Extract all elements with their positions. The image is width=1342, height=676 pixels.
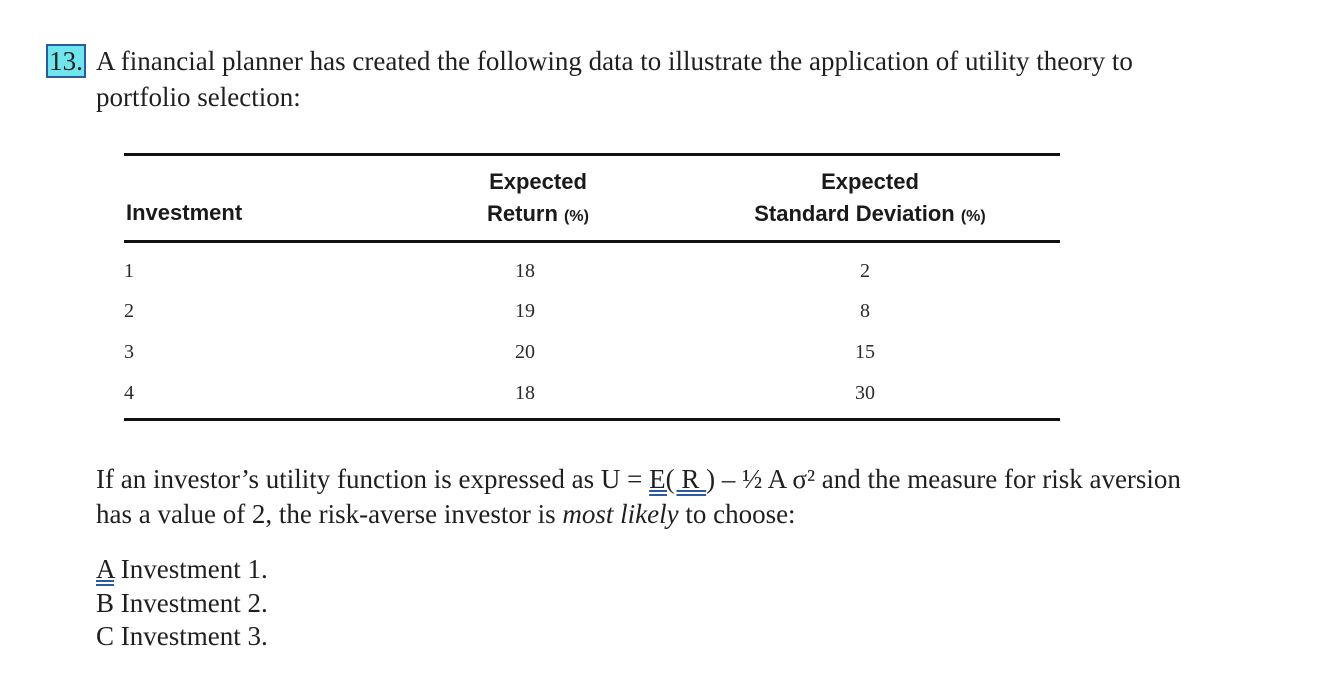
option-c[interactable]: [96, 619, 268, 653]
header-return-main: Return: [487, 201, 565, 226]
header-return-line1: Expected: [489, 169, 587, 194]
prompt-text: has a value of 2, the risk-averse investor is: [96, 499, 563, 529]
cell-std-dev: 15: [855, 341, 875, 363]
header-stddev-main: Standard Deviation: [754, 201, 961, 226]
option-text: Investment 2.: [114, 588, 268, 618]
option-letter: A: [96, 554, 115, 584]
cell-std-dev: 2: [860, 260, 870, 282]
header-stddev-unit: (%): [960, 208, 986, 225]
header-stddev-line1: Expected: [821, 169, 919, 194]
option-letter: B: [96, 588, 115, 618]
header-stddev-line2: [700, 198, 1040, 233]
question-prompt-line1: [96, 462, 1181, 496]
option-text: Investment 3.: [114, 621, 268, 651]
prompt-text: If an investor’s utility function is expressed as U =: [96, 464, 650, 494]
cell-investment: 4: [124, 382, 134, 404]
option-b[interactable]: [96, 586, 268, 620]
header-return-unit: (%): [564, 208, 589, 225]
question-prompt-line2: [96, 497, 796, 531]
header-expected-std-dev: [700, 166, 1040, 233]
header-investment: Investment: [126, 200, 243, 225]
prompt-text: ) – ½ A σ² and the measure for risk aversion: [706, 464, 1181, 494]
table-header-rule: [124, 240, 1060, 243]
cell-investment: 2: [124, 300, 134, 322]
question-number: 13.: [46, 44, 86, 78]
option-letter: C: [96, 621, 115, 651]
cell-expected-return: 20: [515, 341, 535, 363]
question-stem-line2: portfolio selection:: [96, 82, 301, 112]
cell-std-dev: 30: [855, 382, 875, 404]
option-a[interactable]: [96, 552, 268, 586]
emphasis-text: most likely: [562, 499, 679, 529]
cell-std-dev: 8: [860, 300, 870, 322]
table-top-rule: [124, 153, 1060, 156]
prompt-text: to choose:: [678, 499, 796, 529]
cell-investment: 1: [124, 260, 134, 282]
question-stem-line1: A financial planner has created the following data to illustrate the application of utility theory to: [96, 46, 1133, 76]
option-text: Investment 1.: [114, 554, 268, 584]
expected-return-term: E( R: [649, 464, 707, 494]
cell-investment: 3: [124, 341, 134, 363]
table-bottom-rule: [124, 418, 1060, 421]
cell-expected-return: 18: [515, 260, 535, 282]
header-expected-return: [420, 166, 656, 233]
cell-expected-return: 18: [515, 382, 535, 404]
cell-expected-return: 19: [515, 300, 535, 322]
header-return-line2: [420, 198, 656, 233]
